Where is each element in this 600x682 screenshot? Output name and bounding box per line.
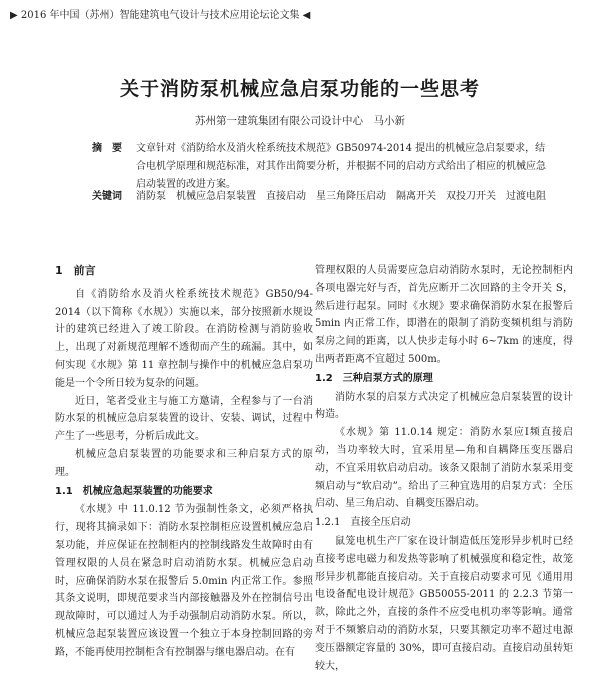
subsection-heading: 1.2 三种启泵方式的原理 <box>315 372 433 384</box>
paragraph: 《水规》第 11.0.14 规定：消防水泵应Ⅰ频直接启动，当功率较大时，宜采用星—角和自耦降压变压器启动，不宜采用软启动启动。该条又限制了消防水泵采用变频启动与“软启动”。给出了三种宜选用的启泵方式：全压启动、星三角启动、自耦变压器启动。 <box>315 427 573 510</box>
keywords-text: 消防泵 机械应急启泵装置 直接启动 星三角降压启动 隔离开关 双投刀开关 过渡电阻 <box>136 191 546 202</box>
paper-title: 关于消防泵机械应急启泵功能的一些思考 <box>119 78 480 100</box>
paragraph: 鼠笼电机生产厂家在设计制造低压笼形异步机时已经直接考虑电磁力和发热等影响了机械强度和稳定性，故笼形异步机都能直接启动。关于直接启动要求可见《通用用电设备配电设计规范》GB50055-2011 的 2.2.3 节第一款，除此之外，直接的条件不应受电机功率等影响。通常对于不频繁启动的消防水泵，只要其额定功率不超过电源变压器额定容量的 30%，即可直接启动。直接启动虽转矩较大， <box>315 535 573 672</box>
paragraph: 管理权限的人员需要应急启动消防水泵时，无论控制柜内各项电器完好与否，首先应断开二次回路的主令开关 S，然后进行起泵。同时《水规》要求确保消防水泵在报警后 5min 内正常工作，即潜在的限制了消防变频机组与消防泵房之间的距离，以人快步走每小时 6~7km 的速度，得出两者距离不宜超过 500m。 <box>315 265 573 365</box>
paragraph: 消防水泵的启泵方式决定了机械应急启泵装置的设计构造。 <box>315 391 573 421</box>
paragraph: 自《消防给水及消火栓系统技术规范》GB50/94-2014（以下简称《水规》）实施以来，部分按照新水规设计的建筑已经进入了竣工阶段。在消防检测与消防验收上，出现了对新规范理解不透彻而产生的疏漏。其中，如何实现《水规》第 11 章控制与操作中的机械应急启泵功能是一个令所日较为复杂的问题。 <box>55 288 313 389</box>
abstract-block <box>92 140 552 194</box>
abstract-label: 摘 要 <box>92 143 122 154</box>
subsection-heading: 1.1 机械应急起泵装置的功能要求 <box>55 485 213 497</box>
author-affiliation: 苏州第一建筑集团有限公司设计中心 马小新 <box>195 115 405 127</box>
left-column <box>55 262 313 662</box>
paragraph: 《水规》中 11.0.12 节为强制性条文，必须严格执行，现将其摘录如下：消防水泵控制柜应设置机械应急启泵功能，并应保证在控制柜内的控制线路发生故障时由有管理权限的人员在紧急时启动消防水泵。机械应急启动时，应确保消防水泵在报警后 5.0min 内正常工作。参照其条文说明，即规范要求当内部接触器及外在控制信号出现故障时，可以通过人为手动强制启动消防水泵。所以，机械应急起泵装置应该设置一个独立于本身控制回路的旁路，不能再使用控制柜含有控制器与继电器启动。在有 <box>55 504 313 658</box>
abstract-text: 文章针对《消防给水及消火栓系统技术规范》GB50974-2014 提出的机械应急启泵要求，结合电机学原理和规范标准，对其作出简要分析，并根据不同的启动方式给出了相应的机械应急启动装置的改进方案。 <box>136 143 546 190</box>
keywords-block <box>92 188 552 206</box>
subsubsection-heading: 1.2.1 直接全压启动 <box>315 517 411 529</box>
paragraph: 近日，笔者受业主与施工方邀请，全程参与了一台消防水泵的机械应急启泵装置的设计、安装、调试，过程中产生了一些思考，分析后成此文。 <box>55 395 313 443</box>
right-column <box>315 262 573 675</box>
paragraph: 机械应急启泵装置的功能要求和三种启泵方式的原理。 <box>55 448 313 478</box>
keywords-label: 关键词 <box>92 191 122 202</box>
section-heading: 1 前言 <box>55 264 96 277</box>
running-header: ▶ 2016 年中国（苏州）智能建筑电气设计与技术应用论坛论文集 ◀ <box>10 10 311 21</box>
